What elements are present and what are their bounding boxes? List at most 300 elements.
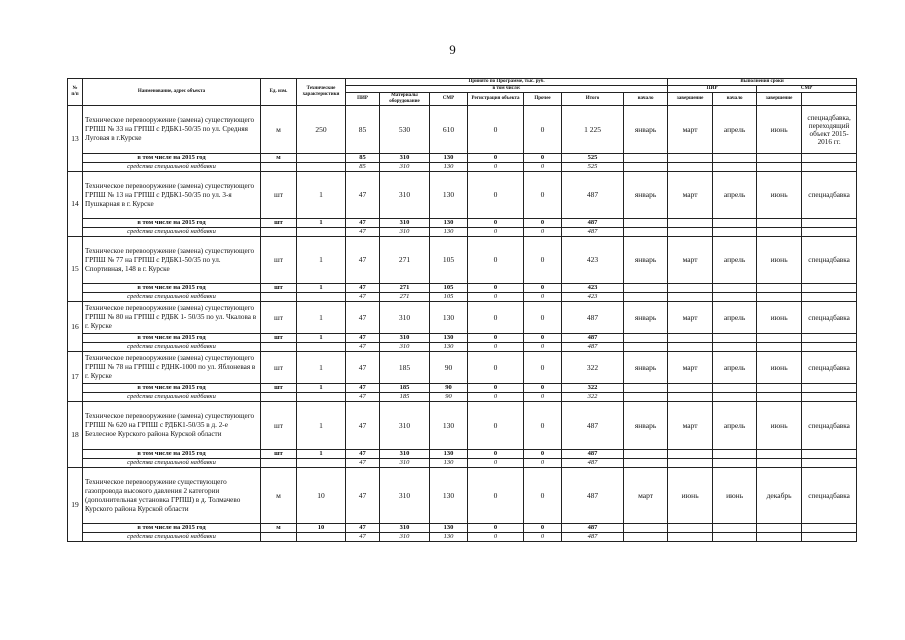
subtotal-materials: 310 bbox=[380, 524, 430, 533]
pir-start: январь bbox=[624, 237, 668, 284]
empty-cell bbox=[757, 163, 802, 172]
special-pir: 47 bbox=[346, 459, 380, 468]
pir-value: 47 bbox=[346, 302, 380, 334]
total-value: 423 bbox=[562, 237, 624, 284]
subtotal-unit: м bbox=[261, 154, 297, 163]
tech-characteristic: 1 bbox=[297, 172, 346, 219]
object-name: Техническое перевооружение существующего газопровода высокого давления 2 категории (дополнительная установка ГРПШ) в д. Толмачево Курского района Курской области bbox=[83, 468, 261, 524]
empty-cell bbox=[624, 533, 668, 542]
subtotal-smr: 130 bbox=[430, 154, 468, 163]
table-row bbox=[68, 402, 857, 450]
subtotal-other: 0 bbox=[524, 450, 562, 459]
empty-cell bbox=[802, 450, 857, 459]
subtotal-label: в том числе на 2015 год bbox=[83, 284, 261, 293]
empty-cell bbox=[668, 533, 713, 542]
empty-cell bbox=[802, 524, 857, 533]
special-other: 0 bbox=[524, 393, 562, 402]
smr-value: 105 bbox=[430, 237, 468, 284]
tech-characteristic: 250 bbox=[297, 106, 346, 154]
subtotal-pir: 47 bbox=[346, 450, 380, 459]
subtotal-registration: 0 bbox=[468, 334, 524, 343]
table-header bbox=[68, 79, 857, 106]
empty-cell bbox=[802, 284, 857, 293]
subtotal-smr: 90 bbox=[430, 384, 468, 393]
special-pir: 47 bbox=[346, 533, 380, 542]
empty-cell bbox=[624, 334, 668, 343]
subtotal-total: 322 bbox=[562, 384, 624, 393]
unit: м bbox=[261, 106, 297, 154]
special-pir: 47 bbox=[346, 343, 380, 352]
subtotal-other: 0 bbox=[524, 384, 562, 393]
header-smr-start: начало bbox=[713, 93, 757, 106]
header-pir-end: завершение bbox=[668, 93, 713, 106]
table-body bbox=[68, 106, 857, 542]
subtotal-pir: 47 bbox=[346, 219, 380, 228]
subtotal-row bbox=[68, 334, 857, 343]
subtotal-registration: 0 bbox=[468, 384, 524, 393]
tech-characteristic: 1 bbox=[297, 237, 346, 284]
special-total: 525 bbox=[562, 163, 624, 172]
subtotal-materials: 271 bbox=[380, 284, 430, 293]
subtotal-total: 487 bbox=[562, 524, 624, 533]
special-registration: 0 bbox=[468, 533, 524, 542]
empty-cell bbox=[757, 334, 802, 343]
empty-cell bbox=[757, 293, 802, 302]
subtotal-registration: 0 bbox=[468, 284, 524, 293]
empty-cell bbox=[757, 524, 802, 533]
other-value: 0 bbox=[524, 237, 562, 284]
smr-value: 130 bbox=[430, 172, 468, 219]
smr-end: декабрь bbox=[757, 468, 802, 524]
empty-cell bbox=[802, 163, 857, 172]
registration-value: 0 bbox=[468, 402, 524, 450]
tech-characteristic: 1 bbox=[297, 352, 346, 384]
empty-cell bbox=[668, 163, 713, 172]
empty-cell bbox=[713, 533, 757, 542]
registration-value: 0 bbox=[468, 352, 524, 384]
special-smr: 130 bbox=[430, 459, 468, 468]
materials-value: 310 bbox=[380, 468, 430, 524]
special-registration: 0 bbox=[468, 459, 524, 468]
empty-cell bbox=[297, 393, 346, 402]
empty-cell bbox=[802, 334, 857, 343]
empty-cell bbox=[802, 293, 857, 302]
subtotal-unit: шт bbox=[261, 219, 297, 228]
smr-start: апрель bbox=[713, 302, 757, 334]
row-number: 16 bbox=[68, 302, 83, 352]
subtotal-smr: 130 bbox=[430, 219, 468, 228]
special-other: 0 bbox=[524, 163, 562, 172]
subtotal-materials: 310 bbox=[380, 219, 430, 228]
subtotal-label: в том числе на 2015 год bbox=[83, 450, 261, 459]
empty-cell bbox=[713, 228, 757, 237]
empty-cell bbox=[261, 293, 297, 302]
object-name: Техническое перевооружение (замена) существующего ГРПШ № 620 на ГРПШ с РДБК1-50/35 в д. 2-е Безлесное Курского района Курской области bbox=[83, 402, 261, 450]
empty-cell bbox=[261, 459, 297, 468]
subtotal-smr: 105 bbox=[430, 284, 468, 293]
empty-cell bbox=[668, 228, 713, 237]
special-registration: 0 bbox=[468, 343, 524, 352]
special-pir: 47 bbox=[346, 293, 380, 302]
other-value: 0 bbox=[524, 172, 562, 219]
special-materials: 310 bbox=[380, 533, 430, 542]
pir-value: 85 bbox=[346, 106, 380, 154]
empty-cell bbox=[297, 163, 346, 172]
special-materials: 310 bbox=[380, 343, 430, 352]
special-label: средства специальной надбавки bbox=[83, 533, 261, 542]
empty-cell bbox=[624, 154, 668, 163]
funding-source: спецнадбавка bbox=[802, 237, 857, 284]
object-name: Техническое перевооружение (замена) существующего ГРПШ № 13 на ГРПШ с РДБК1-50/35 по ул. 3-я Пушкарная в г. Курске bbox=[83, 172, 261, 219]
header-registration: Регистрация объекта bbox=[468, 93, 524, 106]
empty-cell bbox=[261, 163, 297, 172]
pir-value: 47 bbox=[346, 237, 380, 284]
smr-value: 130 bbox=[430, 302, 468, 334]
other-value: 0 bbox=[524, 302, 562, 334]
smr-end: июнь bbox=[757, 172, 802, 219]
table-row bbox=[68, 172, 857, 219]
pir-end: март bbox=[668, 237, 713, 284]
empty-cell bbox=[624, 393, 668, 402]
subtotal-smr: 130 bbox=[430, 450, 468, 459]
empty-cell bbox=[757, 228, 802, 237]
total-value: 322 bbox=[562, 352, 624, 384]
row-number: 18 bbox=[68, 402, 83, 468]
subtotal-smr: 130 bbox=[430, 334, 468, 343]
special-materials: 310 bbox=[380, 228, 430, 237]
empty-cell bbox=[624, 163, 668, 172]
total-value: 487 bbox=[562, 402, 624, 450]
unit: шт bbox=[261, 302, 297, 334]
subtotal-materials: 185 bbox=[380, 384, 430, 393]
other-value: 0 bbox=[524, 468, 562, 524]
pir-value: 47 bbox=[346, 468, 380, 524]
empty-cell bbox=[668, 524, 713, 533]
smr-value: 130 bbox=[430, 468, 468, 524]
special-allowance-row bbox=[68, 459, 857, 468]
subtotal-total: 487 bbox=[562, 450, 624, 459]
special-total: 487 bbox=[562, 228, 624, 237]
row-number: 15 bbox=[68, 237, 83, 302]
subtotal-other: 0 bbox=[524, 219, 562, 228]
empty-cell bbox=[668, 459, 713, 468]
empty-cell bbox=[713, 450, 757, 459]
empty-cell bbox=[757, 384, 802, 393]
smr-start: апрель bbox=[713, 237, 757, 284]
special-materials: 310 bbox=[380, 459, 430, 468]
empty-cell bbox=[713, 163, 757, 172]
special-label: средства специальной надбавки bbox=[83, 293, 261, 302]
registration-value: 0 bbox=[468, 468, 524, 524]
header-smr-end: завершение bbox=[757, 93, 802, 106]
header-name: Наименование, адрес объекта bbox=[83, 79, 261, 106]
empty-cell bbox=[261, 343, 297, 352]
subtotal-label: в том числе на 2015 год bbox=[83, 334, 261, 343]
subtotal-other: 0 bbox=[524, 284, 562, 293]
empty-cell bbox=[713, 334, 757, 343]
empty-cell bbox=[802, 393, 857, 402]
subtotal-row bbox=[68, 284, 857, 293]
smr-end: июнь bbox=[757, 106, 802, 154]
funding-source: спецнадбавка bbox=[802, 352, 857, 384]
smr-start: апрель bbox=[713, 106, 757, 154]
materials-value: 185 bbox=[380, 352, 430, 384]
special-label: средства специальной надбавки bbox=[83, 459, 261, 468]
empty-cell bbox=[757, 450, 802, 459]
pir-end: март bbox=[668, 402, 713, 450]
unit: шт bbox=[261, 237, 297, 284]
subtotal-tech: 1 bbox=[297, 284, 346, 293]
subtotal-materials: 310 bbox=[380, 450, 430, 459]
total-value: 1 225 bbox=[562, 106, 624, 154]
total-value: 487 bbox=[562, 302, 624, 334]
subtotal-materials: 310 bbox=[380, 334, 430, 343]
empty-cell bbox=[713, 524, 757, 533]
smr-end: июнь bbox=[757, 237, 802, 284]
empty-cell bbox=[802, 219, 857, 228]
empty-cell bbox=[757, 154, 802, 163]
header-deadline-smr: СМР bbox=[757, 86, 857, 93]
header-deadline-pir: ПИР bbox=[668, 86, 757, 93]
header-unit: Ед. изм. bbox=[261, 79, 297, 106]
registration-value: 0 bbox=[468, 172, 524, 219]
special-allowance-row bbox=[68, 228, 857, 237]
special-total: 487 bbox=[562, 343, 624, 352]
special-total: 487 bbox=[562, 533, 624, 542]
smr-end: июнь bbox=[757, 402, 802, 450]
header-pir: ПИР bbox=[346, 93, 380, 106]
empty-cell bbox=[668, 384, 713, 393]
special-allowance-row bbox=[68, 533, 857, 542]
special-materials: 310 bbox=[380, 163, 430, 172]
empty-cell bbox=[668, 343, 713, 352]
subtotal-unit: шт bbox=[261, 334, 297, 343]
special-other: 0 bbox=[524, 459, 562, 468]
other-value: 0 bbox=[524, 402, 562, 450]
empty-cell bbox=[668, 393, 713, 402]
empty-cell bbox=[297, 343, 346, 352]
special-allowance-row bbox=[68, 163, 857, 172]
empty-cell bbox=[261, 228, 297, 237]
special-total: 423 bbox=[562, 293, 624, 302]
empty-cell bbox=[757, 393, 802, 402]
subtotal-tech: 1 bbox=[297, 334, 346, 343]
empty-cell bbox=[297, 459, 346, 468]
subtotal-row bbox=[68, 384, 857, 393]
unit: шт bbox=[261, 172, 297, 219]
subtotal-row bbox=[68, 450, 857, 459]
empty-cell bbox=[261, 393, 297, 402]
subtotal-total: 525 bbox=[562, 154, 624, 163]
special-registration: 0 bbox=[468, 228, 524, 237]
empty-cell bbox=[713, 219, 757, 228]
header-smr: СМР bbox=[430, 93, 468, 106]
subtotal-registration: 0 bbox=[468, 524, 524, 533]
header-deadlines: Выполнения сроки bbox=[668, 79, 857, 86]
funding-source: спецнадбавка bbox=[802, 302, 857, 334]
empty-cell bbox=[668, 154, 713, 163]
subtotal-pir: 47 bbox=[346, 384, 380, 393]
empty-cell bbox=[261, 533, 297, 542]
subtotal-unit: шт bbox=[261, 450, 297, 459]
empty-cell bbox=[624, 524, 668, 533]
subtotal-unit: шт bbox=[261, 284, 297, 293]
special-other: 0 bbox=[524, 228, 562, 237]
smr-start: апрель bbox=[713, 172, 757, 219]
total-value: 487 bbox=[562, 172, 624, 219]
materials-value: 310 bbox=[380, 402, 430, 450]
funding-source: спецнадбавка bbox=[802, 402, 857, 450]
subtotal-total: 487 bbox=[562, 219, 624, 228]
table-row bbox=[68, 352, 857, 384]
empty-cell bbox=[757, 459, 802, 468]
unit: шт bbox=[261, 402, 297, 450]
smr-value: 90 bbox=[430, 352, 468, 384]
special-total: 322 bbox=[562, 393, 624, 402]
empty-cell bbox=[713, 393, 757, 402]
empty-cell bbox=[713, 284, 757, 293]
smr-end: июнь bbox=[757, 302, 802, 334]
subtotal-row bbox=[68, 524, 857, 533]
pir-value: 47 bbox=[346, 172, 380, 219]
empty-cell bbox=[802, 154, 857, 163]
table-row bbox=[68, 237, 857, 284]
subtotal-registration: 0 bbox=[468, 219, 524, 228]
row-number: 14 bbox=[68, 172, 83, 237]
special-smr: 130 bbox=[430, 343, 468, 352]
empty-cell bbox=[624, 284, 668, 293]
empty-cell bbox=[624, 343, 668, 352]
subtotal-tech: 10 bbox=[297, 524, 346, 533]
subtotal-label: в том числе на 2015 год bbox=[83, 154, 261, 163]
subtotal-tech: 1 bbox=[297, 384, 346, 393]
empty-cell bbox=[757, 533, 802, 542]
empty-cell bbox=[624, 459, 668, 468]
special-registration: 0 bbox=[468, 293, 524, 302]
row-number: 13 bbox=[68, 106, 83, 172]
row-number: 19 bbox=[68, 468, 83, 542]
special-registration: 0 bbox=[468, 393, 524, 402]
subtotal-label: в том числе на 2015 год bbox=[83, 219, 261, 228]
materials-value: 530 bbox=[380, 106, 430, 154]
subtotal-pir: 85 bbox=[346, 154, 380, 163]
empty-cell bbox=[624, 293, 668, 302]
special-allowance-row bbox=[68, 393, 857, 402]
empty-cell bbox=[802, 533, 857, 542]
materials-value: 310 bbox=[380, 172, 430, 219]
special-other: 0 bbox=[524, 533, 562, 542]
total-value: 487 bbox=[562, 468, 624, 524]
empty-cell bbox=[668, 450, 713, 459]
empty-cell bbox=[757, 284, 802, 293]
header-incl: в том числе: bbox=[346, 86, 668, 93]
table-row bbox=[68, 302, 857, 334]
special-smr: 105 bbox=[430, 293, 468, 302]
special-smr: 90 bbox=[430, 393, 468, 402]
subtotal-other: 0 bbox=[524, 154, 562, 163]
subtotal-tech: 1 bbox=[297, 450, 346, 459]
smr-value: 610 bbox=[430, 106, 468, 154]
subtotal-tech: 1 bbox=[297, 219, 346, 228]
subtotal-smr: 130 bbox=[430, 524, 468, 533]
empty-cell bbox=[624, 384, 668, 393]
funding-source: спецнадбавка bbox=[802, 172, 857, 219]
pir-start: март bbox=[624, 468, 668, 524]
other-value: 0 bbox=[524, 106, 562, 154]
pir-value: 47 bbox=[346, 402, 380, 450]
empty-cell bbox=[668, 284, 713, 293]
registration-value: 0 bbox=[468, 237, 524, 284]
special-other: 0 bbox=[524, 293, 562, 302]
smr-start: апрель bbox=[713, 352, 757, 384]
row-number: 17 bbox=[68, 352, 83, 402]
tech-characteristic: 1 bbox=[297, 302, 346, 334]
empty-cell bbox=[757, 219, 802, 228]
subtotal-row bbox=[68, 154, 857, 163]
empty-cell bbox=[624, 219, 668, 228]
header-program: Принято по Программе, тыс. руб. bbox=[346, 79, 668, 86]
special-label: средства специальной надбавки bbox=[83, 228, 261, 237]
empty-cell bbox=[713, 459, 757, 468]
subtotal-pir: 47 bbox=[346, 524, 380, 533]
pir-end: март bbox=[668, 302, 713, 334]
header-total: Итого bbox=[562, 93, 624, 106]
smr-value: 130 bbox=[430, 402, 468, 450]
empty-cell bbox=[802, 228, 857, 237]
empty-cell bbox=[624, 450, 668, 459]
special-label: средства специальной надбавки bbox=[83, 343, 261, 352]
header-other: Прочее bbox=[524, 93, 562, 106]
subtotal-pir: 47 bbox=[346, 334, 380, 343]
special-allowance-row bbox=[68, 343, 857, 352]
object-name: Техническое перевооружение (замена) существующего ГРПШ № 33 на ГРПШ с РДБК1-50/35 по ул. Средняя Луговая в г.Курске bbox=[83, 106, 261, 154]
special-smr: 130 bbox=[430, 228, 468, 237]
empty-cell bbox=[713, 343, 757, 352]
object-name: Техническое перевооружение (замена) существующего ГРПШ № 77 на ГРПШ с РДБК1-50/35 по ул. Спортивная, 148 в г. Курске bbox=[83, 237, 261, 284]
subtotal-registration: 0 bbox=[468, 450, 524, 459]
subtotal-label: в том числе на 2015 год bbox=[83, 524, 261, 533]
special-materials: 185 bbox=[380, 393, 430, 402]
special-pir: 85 bbox=[346, 163, 380, 172]
page-number: 9 bbox=[449, 42, 456, 57]
subtotal-pir: 47 bbox=[346, 284, 380, 293]
subtotal-tech bbox=[297, 154, 346, 163]
empty-cell bbox=[624, 228, 668, 237]
special-pir: 47 bbox=[346, 228, 380, 237]
registration-value: 0 bbox=[468, 106, 524, 154]
materials-value: 310 bbox=[380, 302, 430, 334]
special-registration: 0 bbox=[468, 163, 524, 172]
special-label: средства специальной надбавки bbox=[83, 163, 261, 172]
special-materials: 271 bbox=[380, 293, 430, 302]
subtotal-other: 0 bbox=[524, 524, 562, 533]
empty-cell bbox=[757, 343, 802, 352]
empty-cell bbox=[668, 334, 713, 343]
subtotal-unit: шт bbox=[261, 384, 297, 393]
smr-end: июнь bbox=[757, 352, 802, 384]
subtotal-other: 0 bbox=[524, 334, 562, 343]
header-no: № п/п bbox=[68, 79, 83, 106]
header-materials: Материалы оборудование bbox=[380, 93, 430, 106]
smr-start: июнь bbox=[713, 468, 757, 524]
other-value: 0 bbox=[524, 352, 562, 384]
subtotal-label: в том числе на 2015 год bbox=[83, 384, 261, 393]
empty-cell bbox=[713, 293, 757, 302]
materials-value: 271 bbox=[380, 237, 430, 284]
table-row bbox=[68, 468, 857, 524]
funding-source: спецнадбавка, переходящий объект 2015-2016 гг. bbox=[802, 106, 857, 154]
empty-cell bbox=[297, 293, 346, 302]
